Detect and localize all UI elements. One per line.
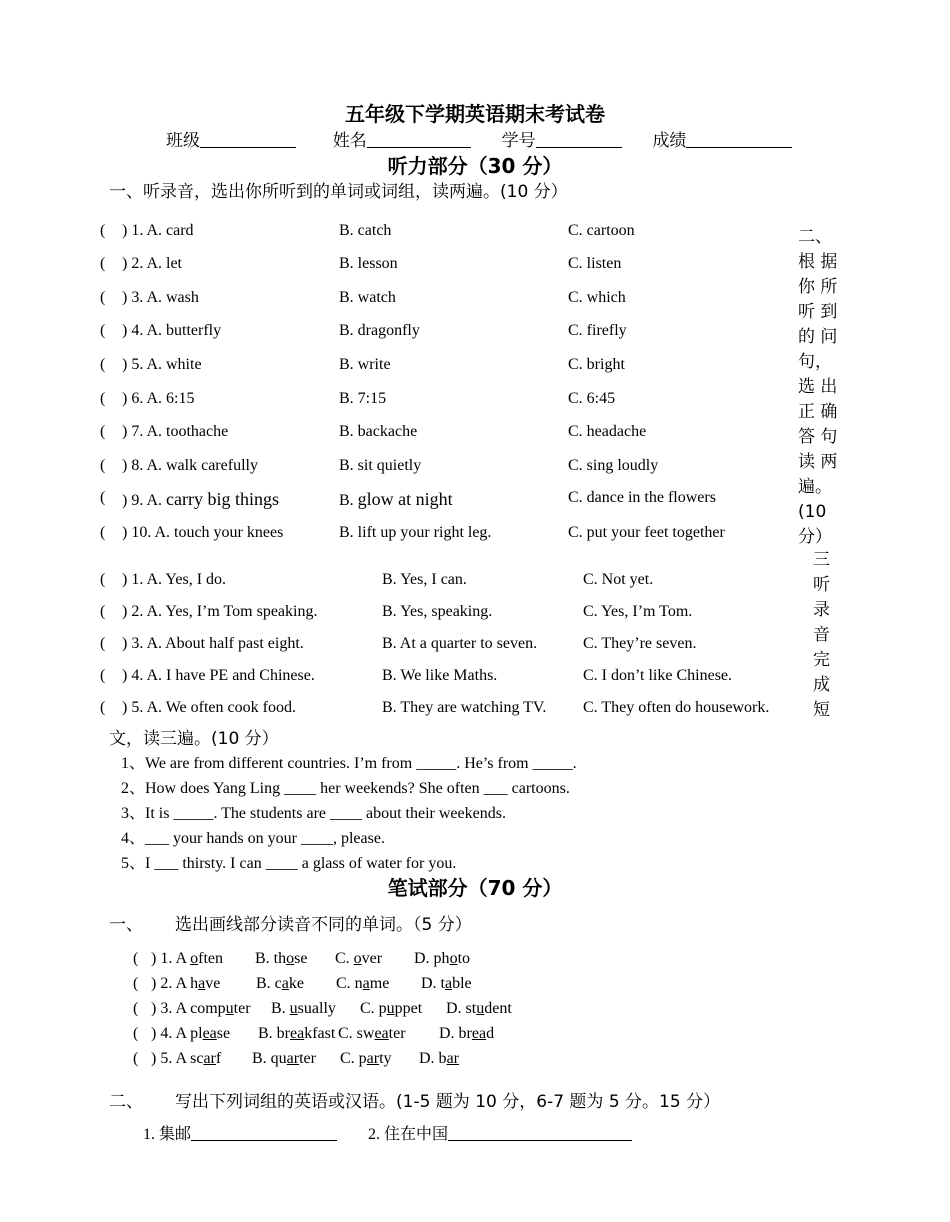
word-rest: d (486, 1025, 495, 1042)
option-b: B. write (339, 356, 391, 373)
written-part2-heading (109, 1087, 720, 1112)
option-b: B. dragonfly (339, 322, 420, 339)
heading-fragment: 读 两 (798, 452, 838, 472)
underlined-letters: u (225, 1000, 234, 1017)
listening-part3-heading (813, 548, 833, 723)
listening-part2-heading (798, 225, 846, 550)
option-c (338, 1025, 406, 1043)
answer-paren[interactable]: ( (133, 950, 139, 967)
heading-fragment: 正 确 (798, 402, 838, 422)
answer-paren[interactable]: ( (100, 457, 106, 474)
option-a: ) 3. A. wash (122, 289, 199, 306)
answer-paren[interactable]: ( (100, 489, 106, 506)
class-label: 班级 (166, 131, 200, 151)
underlined-letters: ea (471, 1025, 487, 1042)
fill-sentence: 4、___ your hands on your ____, please. (121, 830, 385, 847)
option-c (340, 1050, 392, 1068)
option-c (360, 1000, 422, 1018)
heading-fragment: 的 问 (798, 327, 838, 347)
option-c (336, 975, 389, 993)
option-a: ) 4. A please (151, 1025, 231, 1042)
option-b: B. backache (339, 423, 418, 440)
option-a: ) 7. A. toothache (122, 423, 229, 440)
score-blank[interactable] (686, 131, 792, 148)
option-a: ) 5. A. white (122, 356, 202, 373)
answer-paren[interactable]: ( (100, 699, 106, 716)
heading-fragment: 录 (813, 600, 830, 620)
listening-part3-heading-tail: 文，读三遍。(10 分） (109, 729, 279, 749)
answer-paren[interactable]: ( (100, 322, 106, 339)
option-a: ) 3. A computer (151, 1000, 251, 1017)
word-prefix: C. n (336, 975, 363, 992)
heading-fragment: 三 (813, 550, 830, 570)
number-label: 学号 (501, 131, 536, 151)
underlined-letters: o (190, 950, 199, 967)
option-c: C. cartoon (568, 222, 635, 239)
word-rest: ter (299, 1050, 316, 1067)
option-a: ) 8. A. walk carefully (122, 457, 258, 474)
class-blank[interactable] (200, 131, 296, 148)
answer-paren[interactable]: ( (100, 289, 106, 306)
option-c: C. listen (568, 255, 622, 272)
option-a: ) 2. A. Yes, I’m Tom speaking. (122, 603, 318, 620)
listening-heading: 听力部分（30 分） (387, 154, 563, 178)
word-prefix: B. c (256, 975, 282, 992)
heading-fragment: 听 到 (798, 302, 838, 322)
written-part2-item-1 (143, 1121, 337, 1144)
heading-fragment: 成 (813, 675, 830, 695)
word-prefix: B. th (255, 950, 287, 967)
answer-paren[interactable]: ( (133, 1050, 139, 1067)
written-part2-number: 二、 (109, 1092, 143, 1112)
underlined-letters: ar (203, 1050, 216, 1067)
word-rest: to (457, 950, 471, 967)
word-rest: se (216, 1025, 231, 1042)
word-rest: ter (233, 1000, 251, 1017)
heading-fragment: 完 (813, 650, 830, 670)
word-prefix: C. sw (338, 1025, 375, 1042)
word-prefix: D. ph (414, 950, 450, 967)
underlined-letters: ea (202, 1025, 217, 1042)
word-prefix: D. b (419, 1050, 447, 1067)
word-rest: ty (379, 1050, 392, 1067)
option-b: B. 7:15 (339, 390, 387, 407)
heading-fragment: 答 句 (798, 427, 838, 447)
answer-paren[interactable]: ( (100, 635, 106, 652)
option-b (255, 950, 307, 968)
option-a: ) 2. A. let (122, 255, 182, 272)
answer-paren[interactable]: ( (100, 524, 106, 541)
option-b (271, 1000, 336, 1018)
answer-paren[interactable]: ( (100, 603, 106, 620)
underlined-letters: ar (446, 1050, 459, 1067)
listening-part1-heading: 一、听录音，选出你所听到的单词或词组，读两遍。(10 分） (109, 182, 568, 202)
underlined-letters: o (286, 950, 295, 967)
heading-fragment: 遍。 (798, 477, 832, 497)
word-prefix: C. p (340, 1050, 367, 1067)
heading-fragment: 二、 (798, 227, 832, 247)
heading-fragment: 根 据 (798, 252, 838, 272)
option-b (258, 1025, 335, 1043)
word-rest: dent (484, 1000, 512, 1017)
option-c: C. I don’t like Chinese. (583, 667, 733, 684)
underlined-letters: a (281, 975, 289, 992)
underlined-letters: o (449, 950, 458, 967)
option-b: B. sit quietly (339, 457, 422, 474)
option-b: B. Yes, speaking. (382, 603, 493, 620)
name-label: 姓名 (332, 131, 367, 151)
option-c: C. dance in the flowers (568, 489, 716, 506)
heading-fragment: 选 出 (798, 377, 838, 397)
heading-fragment: (10 (798, 502, 827, 522)
written-part1-number: 一、 (109, 915, 143, 935)
option-b: B. glow at night (339, 489, 453, 509)
word-prefix: D. br (439, 1025, 472, 1042)
option-a: ) 2. A have (151, 975, 221, 992)
underlined-letters: ar (366, 1050, 380, 1067)
option-a-text: carry big things (166, 489, 279, 509)
heading-fragment: 分） (798, 527, 832, 547)
option-b (256, 975, 304, 993)
option-b: B. lift up your right leg. (339, 524, 492, 541)
option-a: ) 1. A. Yes, I do. (122, 571, 227, 588)
word-rest: ble (452, 975, 472, 992)
option-c (335, 950, 382, 968)
student-info-line (166, 126, 792, 151)
word-rest: ppet (394, 1000, 423, 1017)
word-rest: se (294, 950, 308, 967)
underlined-letters: u (386, 1000, 395, 1017)
score-label: 成绩 (652, 131, 687, 151)
item-1-answer-line[interactable] (191, 1126, 337, 1141)
option-c: C. They’re seven. (583, 635, 697, 652)
underlined-letters: a (362, 975, 370, 992)
option-d (421, 975, 472, 993)
word-rest: me (369, 975, 390, 992)
option-a: ) 1. A often (151, 950, 223, 967)
word-rest: sually (297, 1000, 336, 1017)
answer-paren[interactable]: ( (100, 667, 106, 684)
option-a: ) 5. A. We often cook food. (122, 699, 296, 716)
heading-fragment: 你 所 (798, 277, 838, 297)
option-a: ) 4. A. I have PE and Chinese. (122, 667, 315, 684)
option-a: ) 9. A. carry big things (122, 489, 279, 509)
option-a: ) 1. A. card (122, 222, 194, 239)
fill-sentence: 3、It is _____. The students are ____ about their weekends. (121, 805, 506, 822)
answer-paren[interactable]: ( (133, 1000, 139, 1017)
heading-fragment: 音 (813, 625, 830, 645)
option-c: C. Yes, I’m Tom. (583, 603, 693, 620)
option-d (439, 1025, 494, 1043)
written-part2-text: 写出下列词组的英语或汉语。(1-5 题为 10 分，6-7 题为 5 分。15 分） (175, 1092, 721, 1112)
written-part2-item-2 (368, 1121, 632, 1144)
answer-paren[interactable]: ( (100, 356, 106, 373)
fill-sentence: 1、We are from different countries. I’m from _____. He’s from _____. (121, 755, 577, 772)
option-c: C. Not yet. (583, 571, 654, 588)
option-a: ) 6. A. 6:15 (122, 390, 195, 407)
option-a: ) 3. A. About half past eight. (122, 635, 304, 652)
option-b: B. They are watching TV. (382, 699, 547, 716)
answer-paren[interactable]: ( (133, 1025, 139, 1042)
underlined-letters: a (445, 975, 453, 992)
answer-paren[interactable]: ( (100, 255, 106, 272)
option-c: C. They often do housework. (583, 699, 770, 716)
word-prefix: C. p (360, 1000, 387, 1017)
word-prefix: D. t (421, 975, 445, 992)
word-rest: ften (198, 950, 223, 967)
option-b: B. lesson (339, 255, 398, 272)
word-prefix: B. qu (252, 1050, 287, 1067)
word-rest: f (215, 1050, 222, 1067)
option-c: C. which (568, 289, 626, 306)
heading-fragment: 句， (798, 352, 832, 372)
answer-paren[interactable]: ( (100, 423, 106, 440)
underlined-letters: a (198, 975, 206, 992)
option-b: B. catch (339, 222, 392, 239)
word-rest: ver (361, 950, 383, 967)
option-b: B. We like Maths. (382, 667, 498, 684)
number-blank[interactable] (536, 131, 622, 148)
heading-fragment: 听 (813, 575, 830, 595)
answer-paren[interactable]: ( (100, 571, 106, 588)
option-c: C. 6:45 (568, 390, 616, 407)
underlined-letters: u (289, 1000, 298, 1017)
option-b (252, 1050, 316, 1068)
answer-paren[interactable]: ( (133, 975, 139, 992)
underlined-letters: o (353, 950, 362, 967)
option-d (446, 1000, 512, 1018)
option-c: C. headache (568, 423, 647, 440)
option-d (419, 1050, 459, 1068)
underlined-letters: ea (374, 1025, 389, 1042)
written-part1-text: 选出画线部分读音不同的单词。（5 分） (175, 915, 472, 935)
item-2-answer-line[interactable] (448, 1126, 632, 1141)
option-b: B. watch (339, 289, 396, 306)
option-b-text: glow at night (357, 489, 453, 509)
item-1-prompt: 1. 集邮 (143, 1126, 192, 1143)
option-c: C. firefly (568, 322, 627, 339)
underlined-letters: ea (290, 1025, 305, 1042)
word-prefix: C. (335, 950, 354, 967)
option-a: ) 10. A. touch your knees (122, 524, 284, 541)
item-2-prompt: 2. 住在中国 (368, 1126, 449, 1143)
option-d (414, 950, 470, 968)
word-prefix: D. st (446, 1000, 477, 1017)
name-blank[interactable] (367, 131, 471, 148)
word-prefix: B. br (258, 1025, 290, 1042)
underlined-letters: ar (286, 1050, 300, 1067)
word-prefix: B. (271, 1000, 290, 1017)
word-rest: ve (205, 975, 221, 992)
answer-paren[interactable]: ( (100, 390, 106, 407)
page-title: 五年级下学期英语期末考试卷 (345, 102, 605, 126)
fill-sentence: 5、I ___ thirsty. I can ____ a glass of water for you. (121, 855, 457, 872)
underlined-letters: u (476, 1000, 485, 1017)
option-a: ) 4. A. butterfly (122, 322, 222, 339)
option-c: C. bright (568, 356, 625, 373)
option-a: ) 5. A scarf (151, 1050, 222, 1067)
heading-fragment: 短 (813, 700, 830, 720)
fill-sentence: 2、How does Yang Ling ____ her weekends? She often ___ cartoons. (121, 780, 570, 797)
option-b: B. Yes, I can. (382, 571, 467, 588)
option-b: B. At a quarter to seven. (382, 635, 538, 652)
word-rest: kfast (304, 1025, 336, 1042)
word-rest: ter (388, 1025, 406, 1042)
answer-paren[interactable]: ( (100, 222, 106, 239)
word-rest: ke (288, 975, 304, 992)
written-part1-heading (109, 910, 472, 935)
option-c: C. put your feet together (568, 524, 725, 541)
option-c: C. sing loudly (568, 457, 659, 474)
written-heading: 笔试部分（70 分） (387, 876, 563, 900)
